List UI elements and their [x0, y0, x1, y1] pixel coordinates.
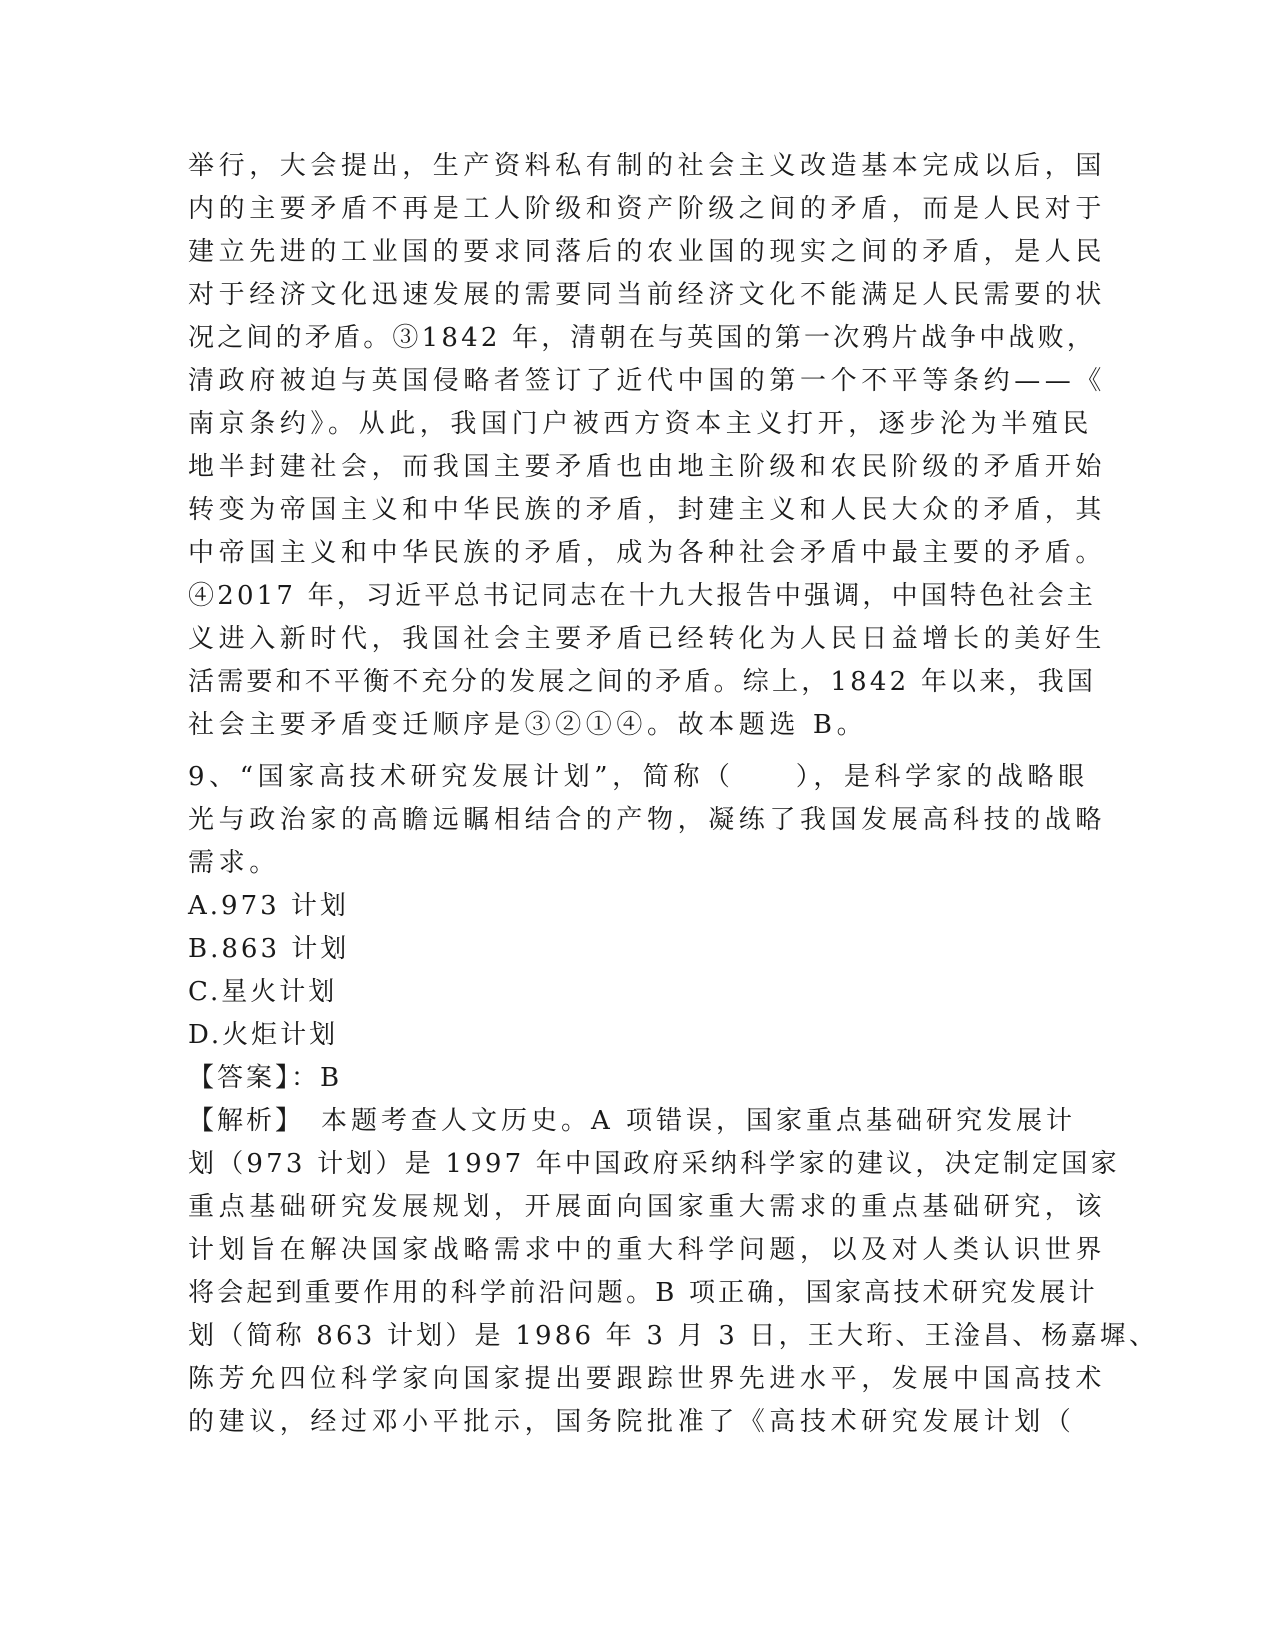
question-stem-line: 光与政治家的高瞻远瞩相结合的产物，凝练了我国发展高科技的战略	[188, 805, 1107, 835]
text-line: 举行，大会提出，生产资料私有制的社会主义改造基本完成以后，国	[188, 151, 1107, 181]
question-stem-line: 9、“国家高技术研究发展计划”，简称（ ），是科学家的战略眼	[188, 762, 1089, 792]
text-line: 活需要和不平衡不充分的发展之间的矛盾。综上，1842 年以来，我国	[188, 667, 1097, 697]
text-line: 社会主要矛盾变迁顺序是③②①④。故本题选 B。	[188, 710, 868, 740]
option-d: D.火炬计划	[188, 1020, 339, 1050]
text-line: 中帝国主义和中华民族的矛盾，成为各种社会矛盾中最主要的矛盾。	[188, 538, 1107, 568]
text-line: 清政府被迫与英国侵略者签订了近代中国的第一个不平等条约——《	[188, 366, 1107, 396]
analysis-line: 划（973 计划）是 1997 年中国政府采纳科学家的建议，决定制定国家	[188, 1149, 1120, 1179]
question-9	[188, 756, 1159, 1444]
text-line: ④2017 年，习近平总书记同志在十九大报告中强调，中国特色社会主	[188, 581, 1097, 611]
answer-label: 【答案】：	[188, 1063, 321, 1093]
text-line: 况之间的矛盾。③1842 年，清朝在与英国的第一次鸦片战争中战败，	[188, 323, 1097, 353]
question-stem-line: 需求。	[188, 848, 280, 878]
analysis-line: 计划旨在解决国家战略需求中的重大科学问题，以及对人类认识世界	[188, 1235, 1107, 1265]
option-a: A.973 计划	[188, 891, 349, 921]
analysis-line: 重点基础研究发展规划，开展面向国家重大需求的重点基础研究，该	[188, 1192, 1107, 1222]
text-line: 义进入新时代，我国社会主要矛盾已经转化为人民日益增长的美好生	[188, 624, 1107, 654]
previous-explanation	[188, 145, 1107, 747]
analysis-line: 划（简称 863 计划）是 1986 年 3 月 3 日，王大珩、王淦昌、杨嘉墀、	[188, 1321, 1159, 1351]
analysis-label: 【解析】	[188, 1106, 292, 1136]
analysis-line: 将会起到重要作用的科学前沿问题。B 项正确，国家高技术研究发展计	[188, 1278, 1098, 1308]
analysis-line: 的建议，经过邓小平批示，国务院批准了《高技术研究发展计划（	[188, 1407, 1076, 1437]
analysis-first-line	[188, 1100, 1088, 1143]
text-line: 南京条约》。从此，我国门户被西方资本主义打开，逐步沦为半殖民	[188, 409, 1094, 439]
analysis-text: 本题考查人文历史。A 项错误，国家重点基础研究发展计	[291, 1106, 1077, 1136]
option-c: C.星火计划	[188, 977, 338, 1007]
text-line: 内的主要矛盾不再是工人阶级和资产阶级之间的矛盾，而是人民对于	[188, 194, 1107, 224]
text-line: 对于经济文化迅速发展的需要同当前经济文化不能满足人民需要的状	[188, 280, 1107, 310]
text-line: 地半封建社会，而我国主要矛盾也由地主阶级和农民阶级的矛盾开始	[188, 452, 1107, 482]
answer-value: B	[320, 1063, 344, 1093]
analysis-line: 陈芳允四位科学家向国家提出要跟踪世界先进水平，发展中国高技术	[188, 1364, 1107, 1394]
text-line: 建立先进的工业国的要求同落后的农业国的现实之间的矛盾，是人民	[188, 237, 1107, 267]
option-b: B.863 计划	[188, 934, 350, 964]
text-line: 转变为帝国主义和中华民族的矛盾，封建主义和人民大众的矛盾，其	[188, 495, 1107, 525]
answer-row	[188, 1057, 1088, 1100]
